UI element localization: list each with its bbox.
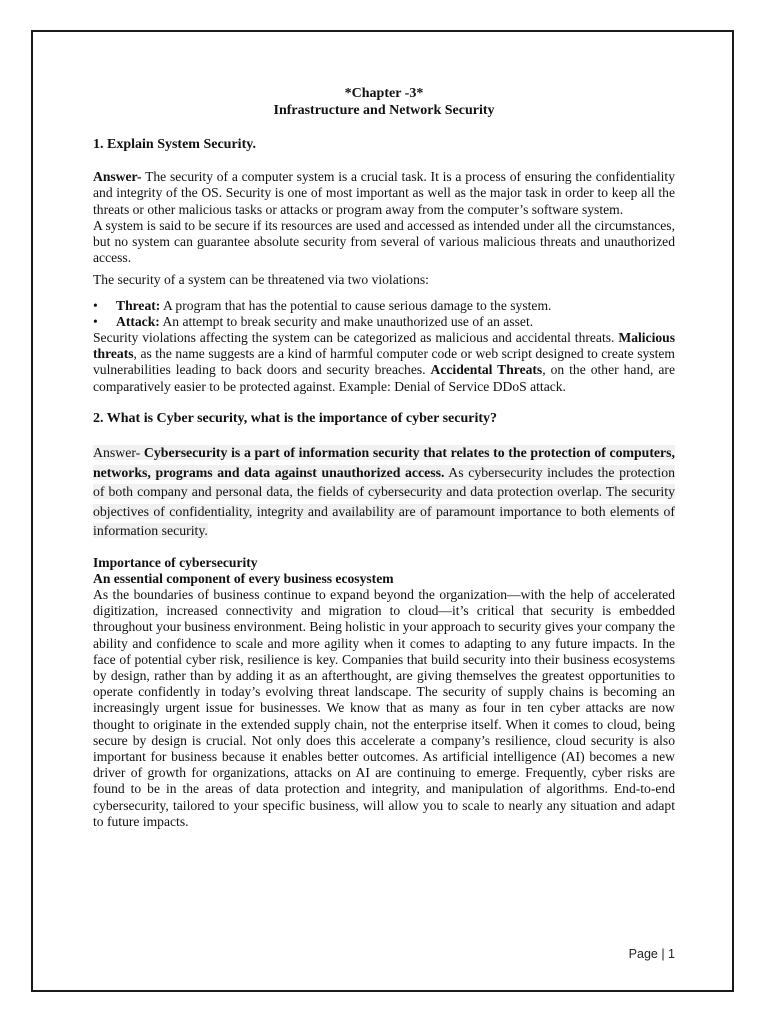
- bullet-icon: •: [93, 313, 98, 329]
- answer-1-label: Answer-: [93, 169, 142, 185]
- paragraph-bold-term: Malicious threats: [93, 330, 675, 362]
- list-item: [93, 314, 675, 330]
- answer-1-paragraph-2: A system is said to be secure if its resources are used and accessed as intended under all the circumstances, but no system can guarantee absolute security from several of various malicious threats and unauthorized access.: [93, 217, 675, 266]
- importance-heading: Importance of cybersecurity: [93, 554, 258, 570]
- answer-2-label: Answer-: [93, 445, 144, 461]
- importance-subheading: An essential component of every business ecosystem: [93, 570, 394, 586]
- violation-list: [93, 298, 675, 330]
- question-1: 1. Explain System Security.: [93, 137, 256, 152]
- list-item: [93, 298, 675, 314]
- answer-1-text: The security of a computer system is a crucial task. It is a process of ensuring the confidentiality and integrity of the OS. Security is one of most important as well as the major task in order to keep all the threats or other malicious tasks or attacks or program away from the computer’s software system.: [93, 169, 675, 217]
- list-item-term: Threat:: [116, 297, 161, 313]
- paragraph-bold-term: Accidental Threats: [430, 362, 543, 378]
- chapter-label: *Chapter -3*: [344, 86, 424, 101]
- answer-2-bold-text: Cybersecurity is a part of information security that relates to the protection of computers, networks, programs and data against unauthorized access.: [93, 445, 675, 480]
- paragraph-text: Security violations affecting the system can be categorized as malicious and accidental threats.: [93, 330, 619, 346]
- answer-1-paragraph: [93, 169, 675, 218]
- list-item-text: An attempt to break security and make unauthorized use of an asset.: [159, 313, 534, 329]
- list-item-text: A program that has the potential to cause serious damage to the system.: [160, 297, 552, 313]
- answer-1-paragraph-3: The security of a system can be threatened via two violations:: [93, 272, 429, 288]
- document-body: [93, 85, 675, 830]
- question-2: 2. What is Cyber security, what is the importance of cyber security?: [93, 410, 498, 426]
- answer-2-paragraph: [93, 443, 675, 541]
- page-number: Page | 1: [628, 947, 675, 961]
- list-item-term: Attack:: [116, 313, 160, 329]
- chapter-title: Infrastructure and Network Security: [273, 103, 495, 118]
- importance-body: As the boundaries of business continue to expand beyond the organization—with the help of accelerated digitization, increased connectivity and migration to cloud—it’s critical that security is embedded throughout your business environment. Being holistic in your approach to security gives your company the ability and confidence to scale and more agility when it comes to adapting to any future impacts. In the face of potential cyber risk, resilience is key. Companies that build security into their business ecosystems by design, rather than by adding it as an afterthought, are giving themselves the greatest opportunities to operate confidently in today’s evolving threat landscape. The security of supply chains is becoming an increasingly urgent issue for businesses. We know that as many as four in ten cyber attacks are now thought to originate in the extended supply chain, not the enterprise itself. When it comes to cloud, being secure by design is crucial. Not only does this accelerate a company’s resilience, cloud security is also important for business because it enables better outcomes. As artificial intelligence (AI) becomes a new driver of growth for organizations, attacks on AI are continuing to emerge. Frequently, cyber risks are found to be in the areas of data protection and integrity, and manipulation of algorithms. End-to-end cybersecurity, tailored to your specific business, will allow you to scale to nearly any situation and adapt to future impacts.: [93, 586, 675, 829]
- answer-2-text: As cybersecurity includes the protection of both company and personal data, the fields of cybersecurity and data protection overlap. The security objectives of confidentiality, integrity and availability are of paramount importance to both elements of information security.: [93, 464, 676, 539]
- bullet-icon: •: [93, 297, 98, 313]
- paragraph-text: , on the other hand, are comparatively easier to be protected against. Example: Denial of Service DDoS attack.: [93, 362, 675, 394]
- answer-1-paragraph-4: [93, 330, 675, 395]
- paragraph-text: , as the name suggests are a kind of harmful computer code or web script designed to create system vulnerabilities leading to back doors and security breaches.: [93, 346, 675, 378]
